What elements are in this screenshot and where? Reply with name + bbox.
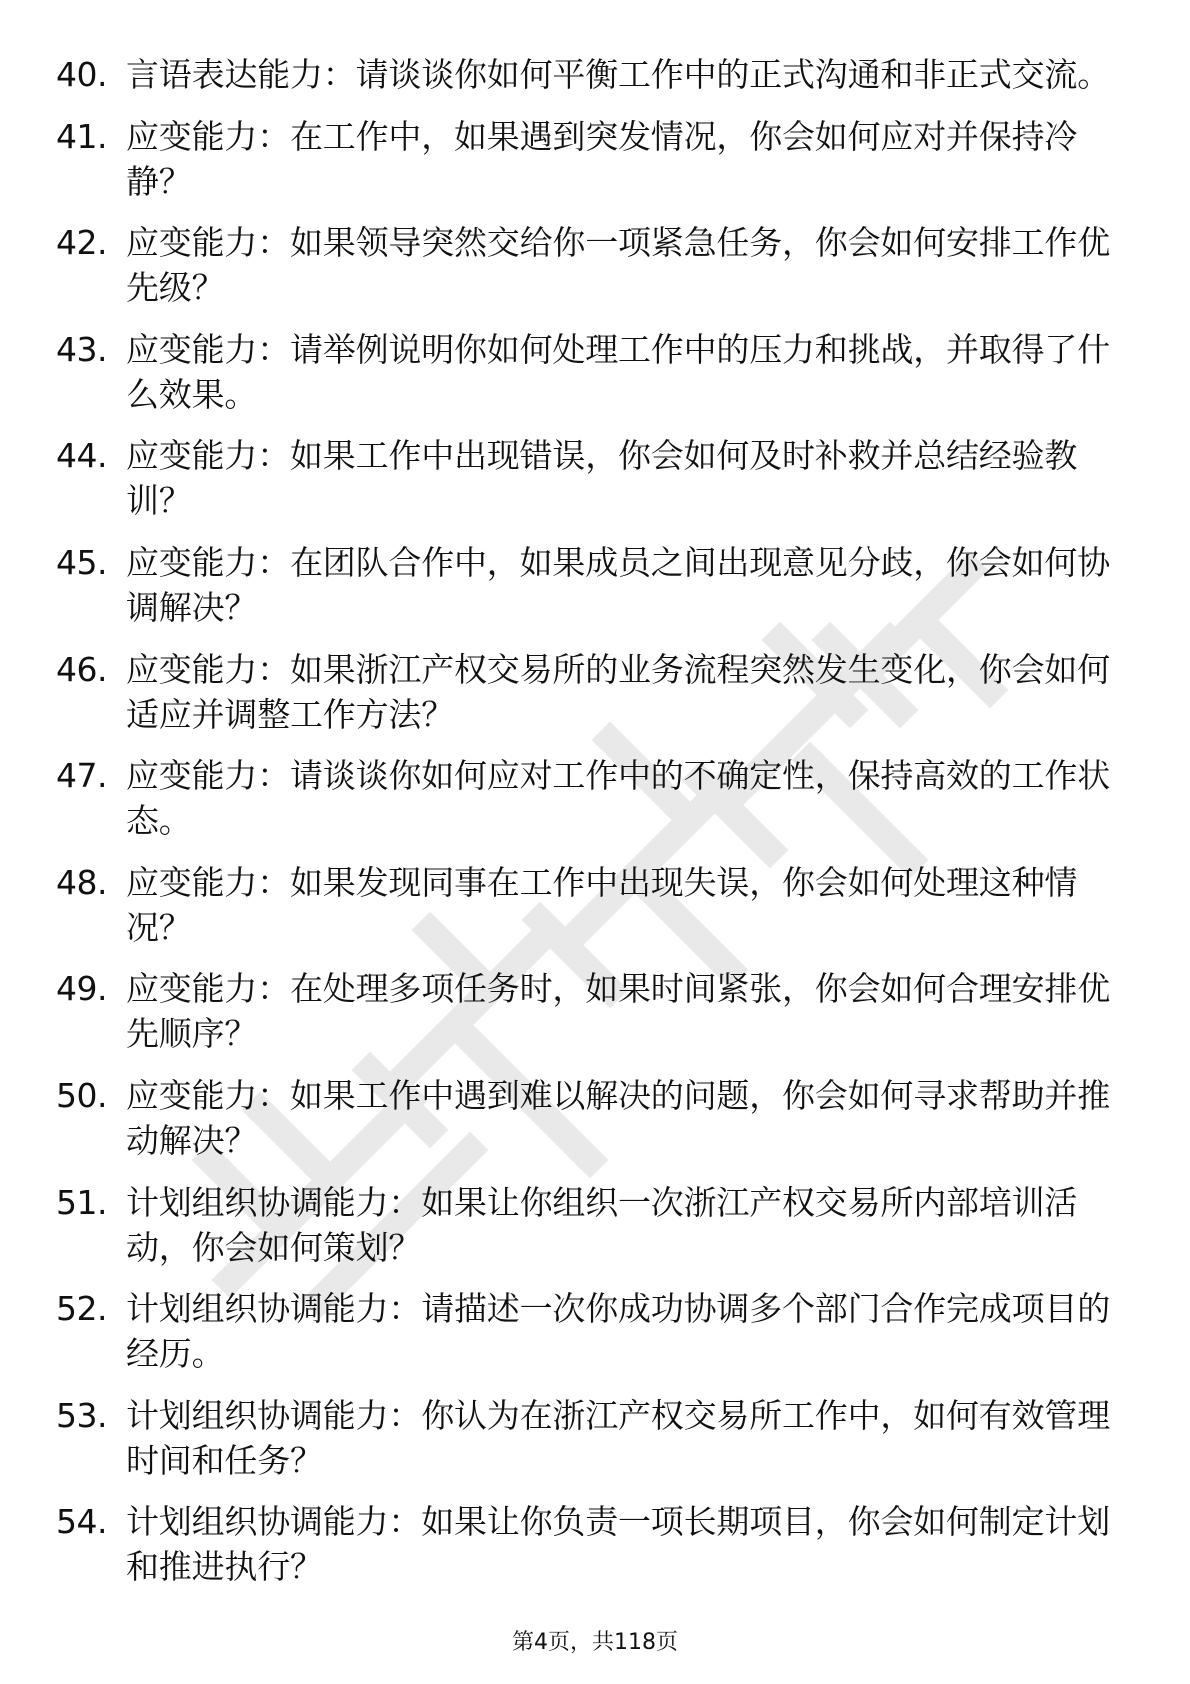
question-item: [56, 1499, 1126, 1589]
question-text: 应变能力：在处理多项任务时，如果时间紧张，你会如何合理安排优先顺序？: [126, 969, 1111, 1054]
question-item: [56, 860, 1126, 950]
page-footer: 第4页，共118页: [512, 1630, 678, 1655]
question-item: [56, 433, 1126, 523]
question-number: 53.: [56, 1395, 107, 1435]
question-number: 43.: [56, 329, 107, 369]
question-text: 应变能力：请举例说明你如何处理工作中的压力和挑战，并取得了什么效果。: [126, 329, 1111, 414]
question-number: 46.: [56, 649, 107, 689]
question-text: 计划组织协调能力：如果让你组织一次浙江产权交易所内部培训活动，你会如何策划？: [126, 1182, 1078, 1267]
question-number: 45.: [56, 542, 107, 582]
question-number: 47.: [56, 756, 107, 796]
question-list: [56, 52, 1126, 1606]
question-number: 49.: [56, 969, 107, 1009]
question-text: 计划组织协调能力：如果让你负责一项长期项目，你会如何制定计划和推进执行？: [126, 1502, 1111, 1587]
question-number: 51.: [56, 1182, 107, 1222]
question-item: [56, 647, 1126, 737]
question-text: 计划组织协调能力：你认为在浙江产权交易所工作中，如何有效管理时间和任务？: [126, 1395, 1111, 1480]
question-item: [56, 1073, 1126, 1163]
question-text: 应变能力：在团队合作中，如果成员之间出现意见分歧，你会如何协调解决？: [126, 542, 1111, 627]
question-number: 48.: [56, 862, 107, 902]
question-number: 54.: [56, 1502, 107, 1542]
question-number: 52.: [56, 1289, 107, 1329]
question-number: 42.: [56, 223, 107, 263]
question-text: 应变能力：请谈谈你如何应对工作中的不确定性，保持高效的工作状态。: [126, 756, 1111, 841]
question-text: 言语表达能力：请谈谈你如何平衡工作中的正式沟通和非正式交流。: [126, 55, 1111, 94]
question-item: [56, 540, 1126, 630]
question-text: 计划组织协调能力：请描述一次你成功协调多个部门合作完成项目的经历。: [126, 1289, 1111, 1374]
question-text: 应变能力：如果发现同事在工作中出现失误，你会如何处理这种情况？: [126, 862, 1078, 947]
question-number: 41.: [56, 116, 107, 156]
question-item: [56, 1286, 1126, 1376]
question-item: [56, 1180, 1126, 1270]
question-item: [56, 327, 1126, 417]
question-item: [56, 114, 1126, 204]
question-text: 应变能力：在工作中，如果遇到突发情况，你会如何应对并保持冷静？: [126, 116, 1078, 201]
question-text: 应变能力：如果领导突然交给你一项紧急任务，你会如何安排工作优先级？: [126, 223, 1111, 308]
question-item: [56, 1393, 1126, 1483]
question-number: 50.: [56, 1075, 107, 1115]
question-number: 40.: [56, 55, 107, 94]
question-item: [56, 220, 1126, 310]
question-item: [56, 52, 1126, 97]
question-number: 44.: [56, 436, 107, 476]
question-item: [56, 753, 1126, 843]
question-text: 应变能力：如果工作中出现错误，你会如何及时补救并总结经验教训？: [126, 436, 1078, 521]
question-item: [56, 966, 1126, 1056]
question-text: 应变能力：如果浙江产权交易所的业务流程突然发生变化，你会如何适应并调整工作方法？: [126, 649, 1111, 734]
question-text: 应变能力：如果工作中遇到难以解决的问题，你会如何寻求帮助并推动解决？: [126, 1075, 1111, 1160]
